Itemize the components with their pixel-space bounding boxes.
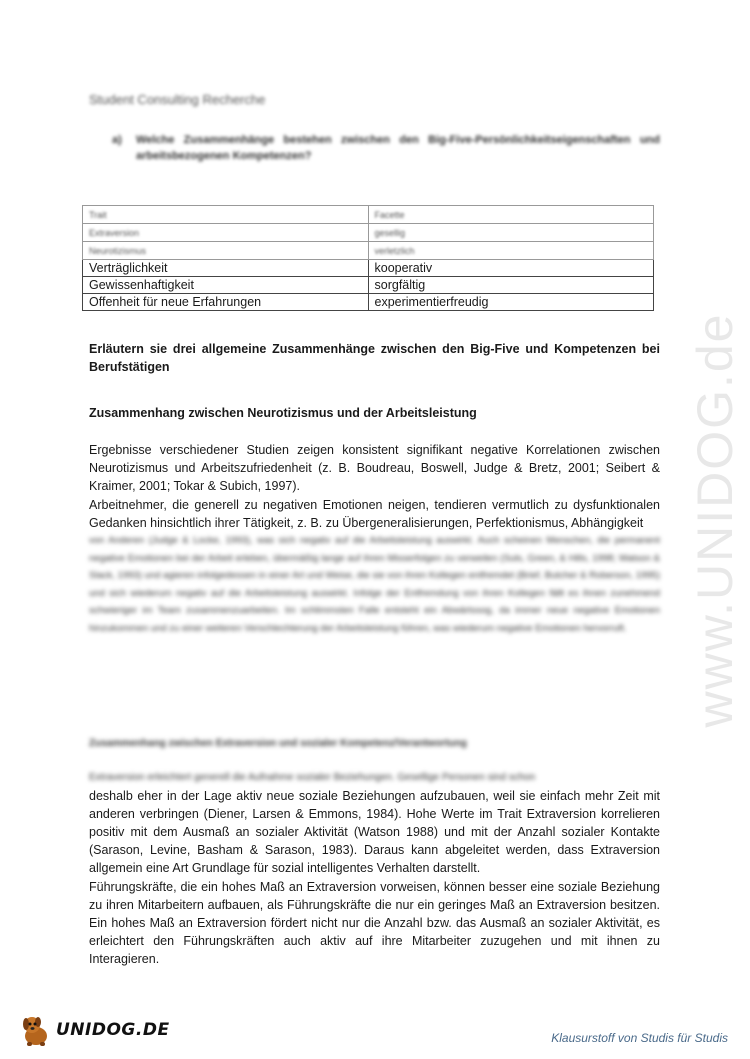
unidog-logo[interactable]	[18, 1012, 170, 1048]
table-cell: sorgfältig	[368, 277, 654, 294]
table-cell: Neurotizismus	[83, 242, 369, 260]
traits-table	[82, 205, 654, 311]
table-cell: experimentierfreudig	[368, 294, 654, 311]
table-row	[83, 294, 654, 311]
paragraph: deshalb eher in der Lage aktiv neue soziale Beziehungen aufzubauen, weil sie einfach mehr Zeit mit anderen verbringen (Diener, Larsen & Emmons, 1984). Hohe Werte im Trait Extraversion korrelieren positiv mit dem Ausmaß an sozialer Aktivität (Watson 1988) und mit der Anzahl sozialer Kontakte (Sarason, Levine, Basham & Sarason, 1983). Daraus kann abgeleitet werden, dass Extraversion allgemein eine Art Grundlage für sozial intelligentes Verhalten darstellt.	[89, 789, 660, 875]
prompt-heading: Erläutern sie drei allgemeine Zusammenhänge zwischen den Big-Five und Kompetenzen bei Berufstätigen	[89, 342, 660, 374]
dog-mascot-icon	[18, 1012, 54, 1048]
table-cell: Verträglichkeit	[83, 260, 369, 277]
question-label: a)	[112, 134, 122, 146]
blurred-line: Extraversion erleichtert generell die Aufnahme sozialer Beziehungen. Gesellige Personen sind schon	[89, 772, 536, 783]
watermark-text: www.UNIDOG.de	[687, 312, 743, 728]
section-heading-extraversion: Zusammenhang zwischen Extraversion und sozialer Kompetenz/Verantwortung	[89, 738, 467, 749]
table-row	[83, 242, 654, 260]
question-text: Welche Zusammenhänge bestehen zwischen den Big-Five-Persönlichkeitseigenschaften und arbeitsbezogenen Kompetenzen?	[136, 134, 660, 162]
table-cell: kooperativ	[368, 260, 654, 277]
table-row	[83, 224, 654, 242]
table-header-row	[83, 206, 654, 224]
question-a	[112, 132, 660, 164]
paragraph: Ergebnisse verschiedener Studien zeigen konsistent signifikant negative Korrelationen zwischen Neurotizismus und Arbeitszufriedenheit (z. B. Boudreau, Boswell, Judge & Bretz, 2001; Seibert & Kraimer, 2001; Tokar & Subich, 1997).	[89, 443, 660, 493]
table-row	[83, 260, 654, 277]
section-heading-neurotizismus: Zusammenhang zwischen Neurotizismus und der Arbeitsleistung	[89, 406, 477, 420]
table-header-trait: Trait	[83, 206, 369, 224]
paragraph: Führungskräfte, die ein hohes Maß an Extraversion vorweisen, können besser eine soziale Beziehung zu ihren Mitarbeitern aufbauen, als Führungskräfte die nur ein geringes Maß an Extraversion besitzen. Ein hohes Maß an Extraversion fördert nicht nur die Anzahl bzw. das Ausmaß an sozialer Aktivität, es erleichtert den Führungskräften auch aktiv auf ihre Mitarbeiter zuzugehen und mit ihnen zu Interagieren.	[89, 880, 660, 966]
logo-text: UNIDOG.DE	[56, 1020, 170, 1040]
table-cell: Gewissenhaftigkeit	[83, 277, 369, 294]
table-cell: Extraversion	[83, 224, 369, 242]
table-cell: verletzlich	[368, 242, 654, 260]
table-row	[83, 277, 654, 294]
table-cell: gesellig	[368, 224, 654, 242]
table-cell: Offenheit für neue Erfahrungen	[83, 294, 369, 311]
paragraph: Arbeitnehmer, die generell zu negativen Emotionen neigen, tendieren vermutlich zu dysfunktionalen Gedanken hinsichtlich ihrer Tätigkeit, z. B. zu Übergeneralisierungen, Perfektionismus, Abhängigkeit	[89, 498, 660, 530]
footer-tagline: Klausurstoff von Studis für Studis	[551, 1031, 728, 1045]
table-header-facet: Facette	[368, 206, 654, 224]
document-header-title: Student Consulting Recherche	[89, 92, 266, 107]
blurred-paragraph: von Anderen (Judge & Locke, 1993), was sich negativ auf die Arbeitsleistung auswirkt. Auch scheinen Menschen, die permanent negative Emotionen bei der Arbeit erleben, übermäßig lange auf ihren Misserfolgen zu verweilen (Suls, Green, & Hills, 1998; Watson & Slack, 1993) und agieren infolgedessen in einer Art und Weise, die sie von ihren Kollegen entfremdet (Brief, Butcher & Roberson, 1995) und sich wiederum negativ auf die Arbeitsleistung auswirkt. Infolge der Entfremdung von ihren Kollegen fällt es ihnen zunehmend schwieriger im Team zusammenzuarbeiten. Im schlimmsten Falle entsteht ein Abwärtssog, da immer neue negative Emotionen hinzukommen und zu einer weiteren Verschlechterung der Arbeitsleistung führen, was wiederum negative Emotionen hervorruft.	[89, 535, 660, 634]
